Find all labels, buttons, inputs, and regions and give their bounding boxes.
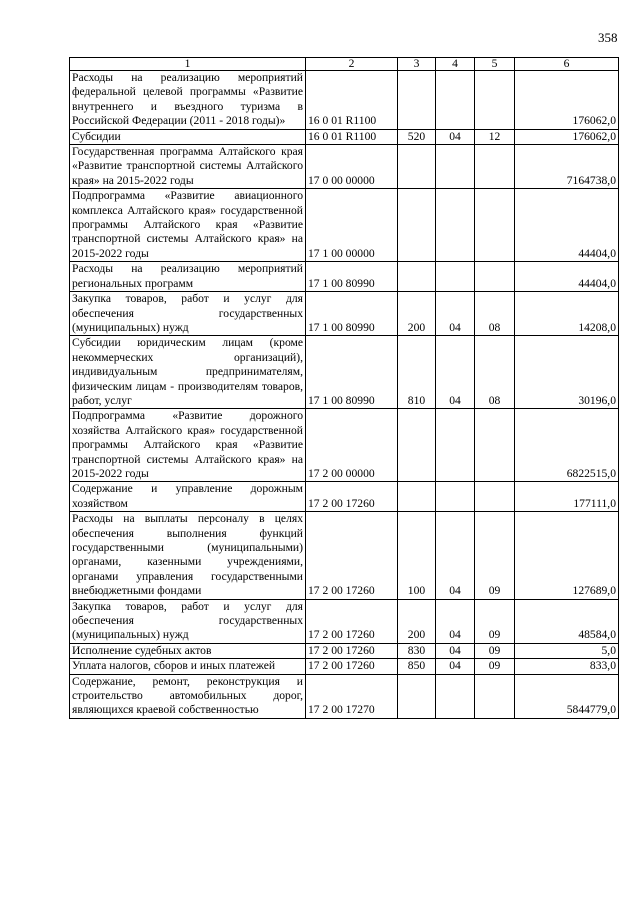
- row-vr: [398, 71, 436, 130]
- row-vr: 810: [398, 336, 436, 409]
- row-name: Закупка товаров, работ и услуг для обеспечения государственных (муниципальных) нужд: [70, 292, 306, 336]
- row-code: 17 1 00 80990: [306, 262, 398, 292]
- row-sum: 14208,0: [515, 292, 619, 336]
- row-name: Расходы на реализацию мероприятий федеральной целевой программы «Развитие внутреннего и въездного туризма в Российской Федерации (2011 - 2018 годы)»: [70, 71, 306, 130]
- row-pr: 09: [475, 599, 515, 643]
- row-vr: 200: [398, 599, 436, 643]
- row-name: Расходы на выплаты персоналу в целях обеспечения выполнения функций государственными (муниципальными) органами, казенными учреждениями, органами управления государственными внебюджетными фондами: [70, 512, 306, 599]
- row-vr: 830: [398, 643, 436, 658]
- row-code: 17 2 00 17260: [306, 599, 398, 643]
- row-rz: [436, 262, 475, 292]
- row-vr: [398, 145, 436, 189]
- row-code: 17 2 00 17260: [306, 659, 398, 674]
- row-rz: 04: [436, 336, 475, 409]
- table-row: [70, 659, 619, 674]
- row-pr: [475, 145, 515, 189]
- table-header-row: [70, 58, 619, 71]
- table-row: [70, 599, 619, 643]
- table-row: [70, 409, 619, 482]
- column-header-sum: 6: [515, 58, 619, 71]
- row-vr: 100: [398, 512, 436, 599]
- row-sum: 176062,0: [515, 129, 619, 144]
- row-name: Содержание и управление дорожным хозяйством: [70, 482, 306, 512]
- row-code: 17 2 00 17260: [306, 512, 398, 599]
- row-code: 17 1 00 80990: [306, 292, 398, 336]
- row-pr: [475, 71, 515, 130]
- row-vr: 200: [398, 292, 436, 336]
- row-code: 17 2 00 00000: [306, 409, 398, 482]
- row-pr: 08: [475, 336, 515, 409]
- row-pr: 08: [475, 292, 515, 336]
- row-rz: [436, 674, 475, 718]
- row-rz: 04: [436, 599, 475, 643]
- row-name: Расходы на реализацию мероприятий региональных программ: [70, 262, 306, 292]
- row-name: Государственная программа Алтайского края «Развитие транспортной системы Алтайского края» на 2015-2022 годы: [70, 145, 306, 189]
- row-name: Подпрограмма «Развитие дорожного хозяйства Алтайского края» государственной программы Алтайского края «Развитие транспортной системы Алтайского края» на 2015-2022 годы: [70, 409, 306, 482]
- row-rz: [436, 71, 475, 130]
- row-pr: [475, 409, 515, 482]
- column-header-pr: 5: [475, 58, 515, 71]
- row-sum: 44404,0: [515, 262, 619, 292]
- row-sum: 177111,0: [515, 482, 619, 512]
- table-row: [70, 262, 619, 292]
- row-rz: 04: [436, 292, 475, 336]
- table-row: [70, 292, 619, 336]
- page-number: 358: [598, 30, 618, 45]
- row-vr: [398, 189, 436, 262]
- table-row: [70, 145, 619, 189]
- column-header-name: 1: [70, 58, 306, 71]
- table-row: [70, 71, 619, 130]
- row-rz: 04: [436, 129, 475, 144]
- row-sum: 833,0: [515, 659, 619, 674]
- table-row: [70, 129, 619, 144]
- row-rz: [436, 145, 475, 189]
- row-pr: [475, 482, 515, 512]
- row-pr: 09: [475, 512, 515, 599]
- column-header-vr: 3: [398, 58, 436, 71]
- row-vr: 520: [398, 129, 436, 144]
- row-name: Содержание, ремонт, реконструкция и строительство автомобильных дорог, являющихся краевой собственностью: [70, 674, 306, 718]
- row-code: 16 0 01 R1100: [306, 71, 398, 130]
- row-pr: [475, 189, 515, 262]
- row-name: Уплата налогов, сборов и иных платежей: [70, 659, 306, 674]
- table-row: [70, 674, 619, 718]
- row-sum: 5,0: [515, 643, 619, 658]
- table-row: [70, 482, 619, 512]
- row-name: Субсидии юридическим лицам (кроме некоммерческих организаций), индивидуальным предпринимателям, физическим лицам - производителям товаров, работ, услуг: [70, 336, 306, 409]
- row-vr: [398, 674, 436, 718]
- row-rz: [436, 482, 475, 512]
- table-row: [70, 643, 619, 658]
- row-vr: 850: [398, 659, 436, 674]
- row-sum: 7164738,0: [515, 145, 619, 189]
- row-vr: [398, 409, 436, 482]
- row-code: 16 0 01 R1100: [306, 129, 398, 144]
- row-pr: 09: [475, 643, 515, 658]
- row-rz: 04: [436, 643, 475, 658]
- row-sum: 6822515,0: [515, 409, 619, 482]
- row-pr: 09: [475, 659, 515, 674]
- column-header-code: 2: [306, 58, 398, 71]
- row-rz: 04: [436, 659, 475, 674]
- row-code: 17 1 00 00000: [306, 189, 398, 262]
- row-name: Субсидии: [70, 129, 306, 144]
- row-name: Закупка товаров, работ и услуг для обеспечения государственных (муниципальных) нужд: [70, 599, 306, 643]
- row-code: 17 2 00 17260: [306, 482, 398, 512]
- row-rz: [436, 409, 475, 482]
- row-vr: [398, 262, 436, 292]
- row-pr: [475, 674, 515, 718]
- row-pr: 12: [475, 129, 515, 144]
- row-rz: [436, 189, 475, 262]
- row-code: 17 0 00 00000: [306, 145, 398, 189]
- column-header-rz: 4: [436, 58, 475, 71]
- table-row: [70, 336, 619, 409]
- table-row: [70, 512, 619, 599]
- row-sum: 44404,0: [515, 189, 619, 262]
- row-sum: 5844779,0: [515, 674, 619, 718]
- row-sum: 127689,0: [515, 512, 619, 599]
- table-row: [70, 189, 619, 262]
- budget-table: [69, 57, 619, 719]
- row-sum: 48584,0: [515, 599, 619, 643]
- row-code: 17 2 00 17260: [306, 643, 398, 658]
- row-name: Исполнение судебных актов: [70, 643, 306, 658]
- row-code: 17 1 00 80990: [306, 336, 398, 409]
- row-rz: 04: [436, 512, 475, 599]
- row-code: 17 2 00 17270: [306, 674, 398, 718]
- row-sum: 176062,0: [515, 71, 619, 130]
- row-sum: 30196,0: [515, 336, 619, 409]
- row-name: Подпрограмма «Развитие авиационного комплекса Алтайского края» государственной программы Алтайского края «Развитие транспортной системы Алтайского края» на 2015-2022 годы: [70, 189, 306, 262]
- row-pr: [475, 262, 515, 292]
- row-vr: [398, 482, 436, 512]
